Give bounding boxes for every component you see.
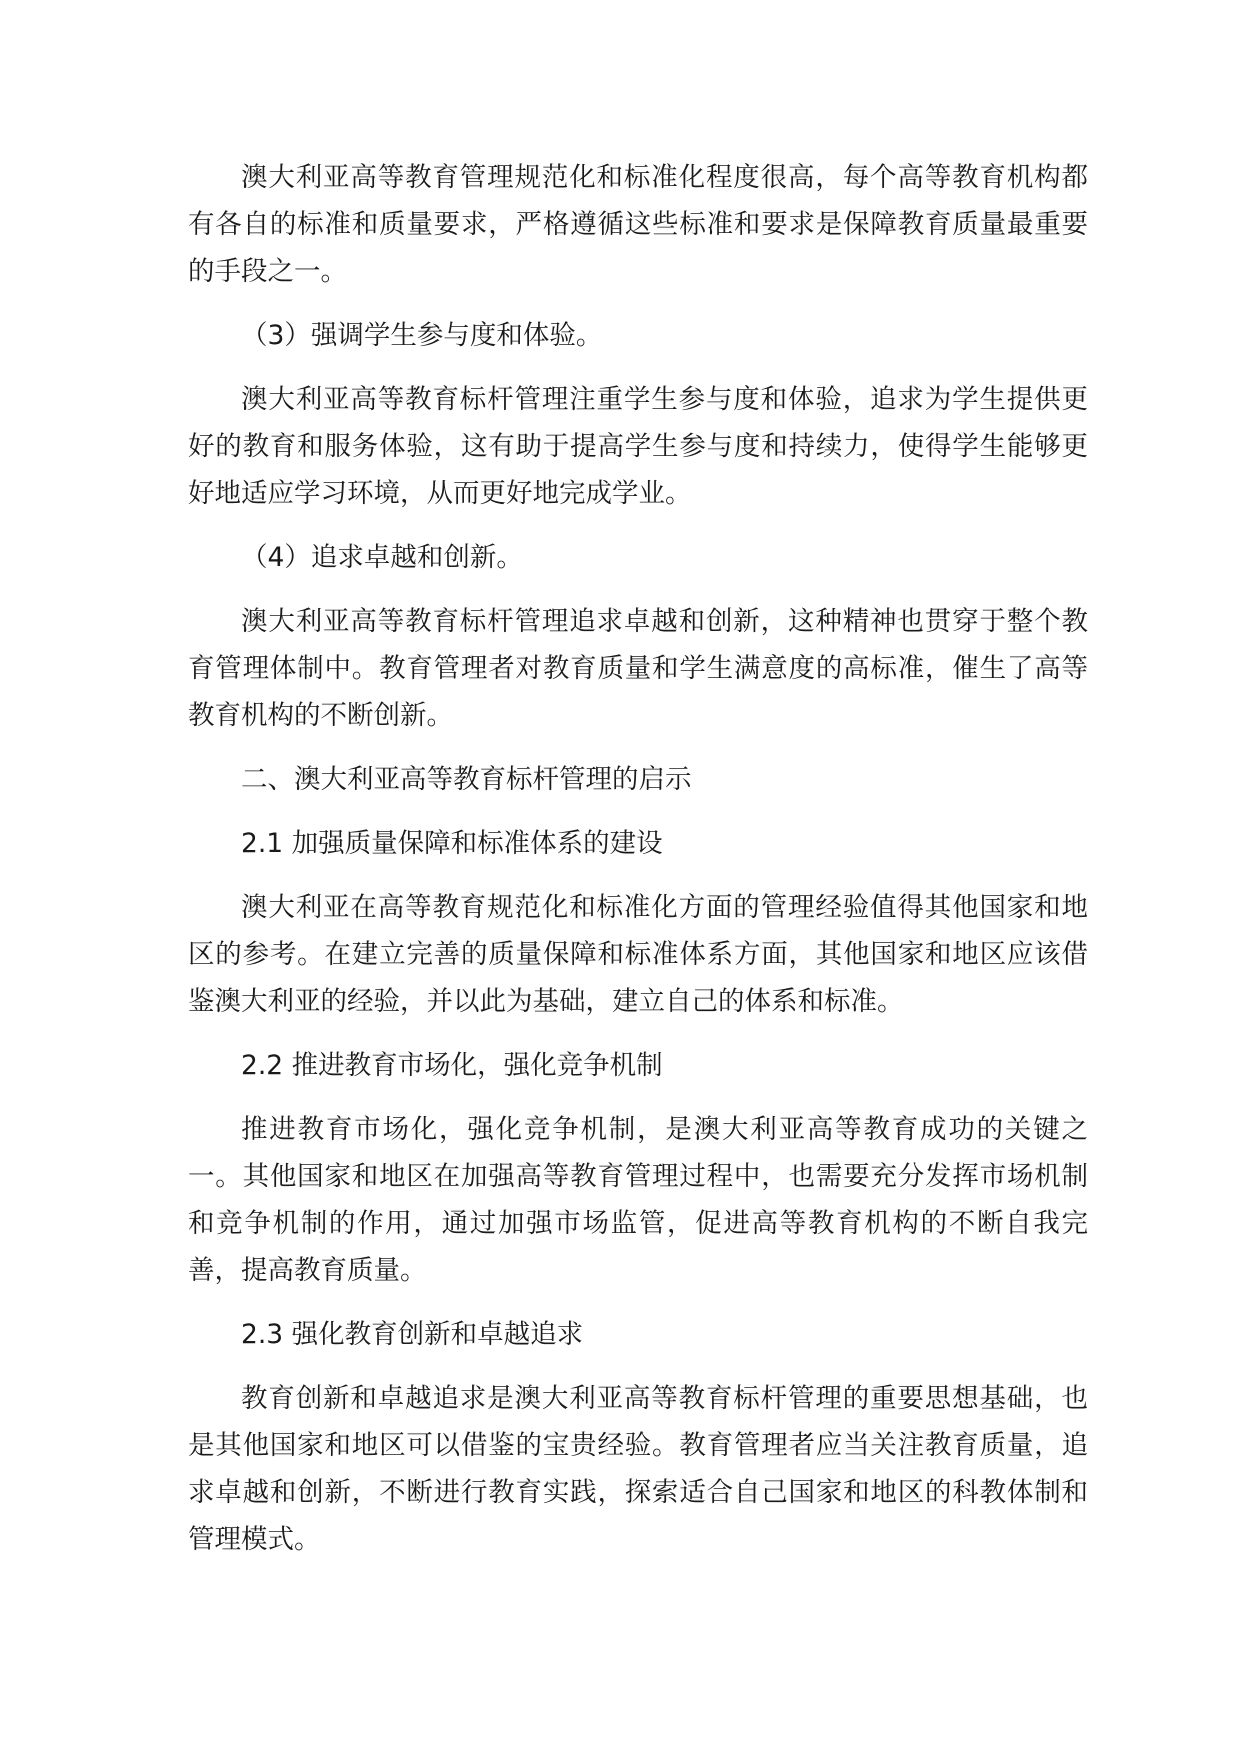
- document-body: [188, 154, 1088, 1580]
- section-heading-implications: 二、澳大利亚高等教育标杆管理的启示: [241, 764, 692, 795]
- subsection-heading-2-3: 2.3 强化教育创新和卓越追求: [241, 1319, 584, 1350]
- paragraph-standardization: 澳大利亚高等教育管理规范化和标准化程度很高，每个高等教育机构都有各自的标准和质量要求，严格遵循这些标准和要求是保障教育质量最重要的手段之一。: [188, 162, 1088, 287]
- paragraph-2-1: 澳大利亚在高等教育规范化和标准化方面的管理经验值得其他国家和地区的参考。在建立完善的质量保障和标准体系方面，其他国家和地区应该借鉴澳大利亚的经验，并以此为基础，建立自己的体系和标准。: [188, 892, 1088, 1017]
- subheading-student-engagement: （3）强调学生参与度和体验。: [241, 320, 603, 351]
- subsection-heading-2-2: 2.2 推进教育市场化，强化竞争机制: [241, 1050, 663, 1081]
- subheading-excellence-innovation: （4）追求卓越和创新。: [241, 542, 523, 573]
- paragraph-student-engagement: 澳大利亚高等教育标杆管理注重学生参与度和体验，追求为学生提供更好的教育和服务体验，这有助于提高学生参与度和持续力，使得学生能够更好地适应学习环境，从而更好地完成学业。: [188, 384, 1088, 509]
- subsection-heading-2-1: 2.1 加强质量保障和标准体系的建设: [241, 828, 663, 859]
- paragraph-2-3: 教育创新和卓越追求是澳大利亚高等教育标杆管理的重要思想基础，也是其他国家和地区可以借鉴的宝贵经验。教育管理者应当关注教育质量，追求卓越和创新，不断进行教育实践，探索适合自己国家和地区的科教体制和管理模式。: [188, 1383, 1088, 1555]
- paragraph-2-2: 推进教育市场化，强化竞争机制，是澳大利亚高等教育成功的关键之一。其他国家和地区在加强高等教育管理过程中，也需要充分发挥市场机制和竞争机制的作用，通过加强市场监管，促进高等教育机构的不断自我完善，提高教育质量。: [188, 1114, 1088, 1286]
- paragraph-excellence-innovation: 澳大利亚高等教育标杆管理追求卓越和创新，这种精神也贯穿于整个教育管理体制中。教育管理者对教育质量和学生满意度的高标准，催生了高等教育机构的不断创新。: [188, 606, 1088, 731]
